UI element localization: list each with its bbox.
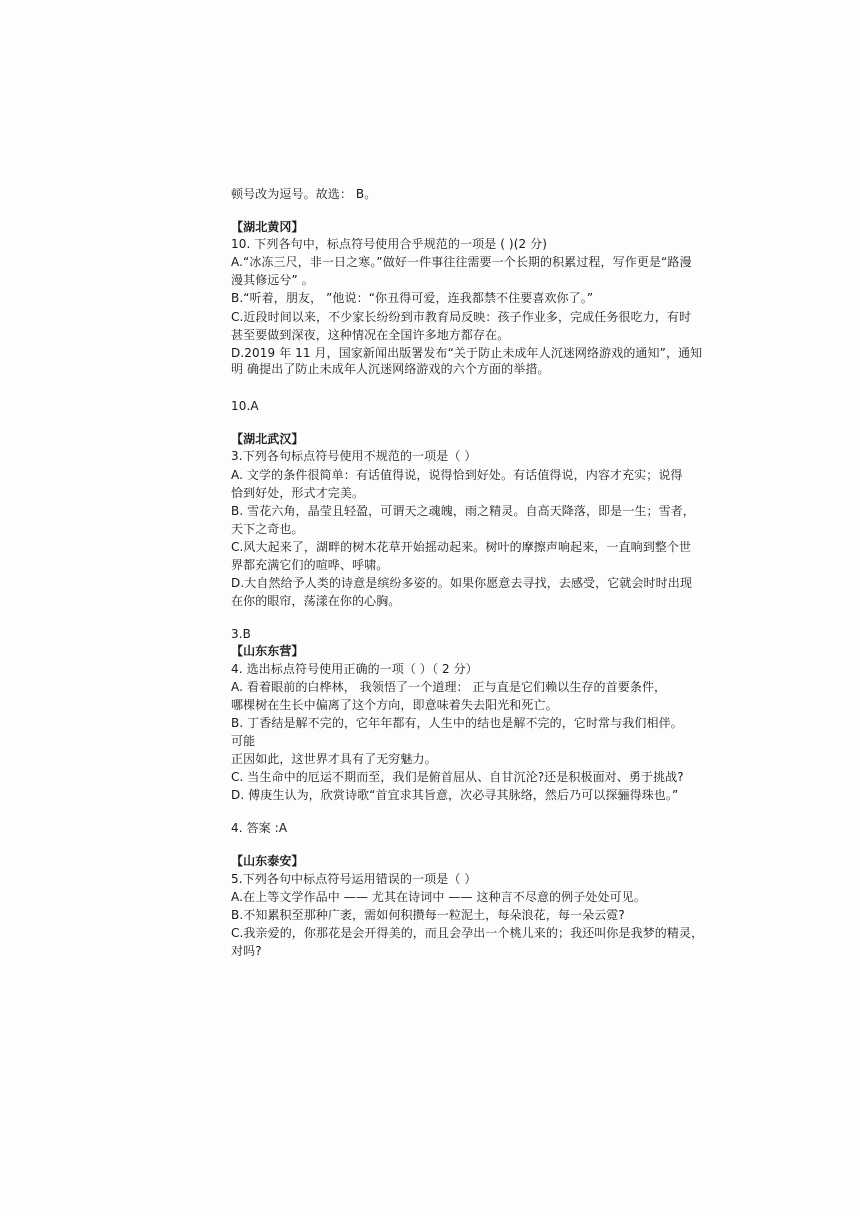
option-line: B. 丁香结是解不完的，它年年都有，人生中的结也是解不完的，它时常与我们相伴。 (231, 716, 683, 730)
option-line: B. 雪花六角，晶莹且轻盈，可谓天之魂魄，雨之精灵。自高天降落，即是一生；雪者， (231, 504, 695, 518)
option-line: D.2019 年 11 月，国家新闻出版署发布“关于防止未成年人沉迷网络游戏的通知”，通知明 确提出了防止未成年人沉迷网络游戏的六个方面的举措。 (231, 346, 703, 376)
option-line: A. 文学的条件很简单：有话值得说，说得恰到好处。有话值得说，内容才充实；说得 (231, 468, 683, 482)
answer-line: 3.B (231, 627, 251, 641)
option-line: A.“冰冻三尺，非一日之寒。”做好一件事往往需要一个长期的积累过程，写作更是“路漫 (231, 255, 692, 269)
section-heading: 【山东泰安】 (231, 854, 304, 868)
option-line: D.大自然给予人类的诗意是缤纷多姿的。如果你愿意去寻找，去感受，它就会时时出现 (231, 576, 692, 590)
option-line: C.风大起来了，湖畔的树木花草开始摇动起来。树叶的摩擦声响起来，一直响到整个世 (231, 540, 692, 554)
option-line: A.在上等文学作品中 —— 尤其在诗词中 —— 这种言不尽意的例子处处可见。 (231, 890, 646, 904)
option-line: 界都充满它们的喧哗、呼啸。 (231, 558, 389, 572)
section-heading: 【湖北黄冈】 (231, 220, 304, 234)
answer-line: 4. 答案 :A (231, 821, 288, 835)
option-line: 天下之奇也。 (231, 522, 304, 536)
section-heading: 【湖北武汉】 (231, 432, 304, 446)
option-line: 漫其修远兮” 。 (231, 273, 314, 287)
question-stem: 3.下列各句标点符号使用不规范的一项是（ ） (231, 449, 477, 463)
answer-line: 10.A (231, 399, 259, 413)
text-line: 顿号改为逗号。故选： B。 (231, 187, 377, 201)
option-line: C.近段时间以来，不少家长纷纷到市教育局反映：孩子作业多，完成任务很吃力，有时 (231, 310, 692, 324)
option-line: 恰到好处，形式才完美。 (231, 486, 365, 500)
question-stem: 5.下列各句中标点符号运用错误的一项是（ ） (231, 872, 477, 886)
option-line: 甚至要做到深夜，这种情况在全国许多地方都存在。 (231, 328, 510, 342)
question-stem: 4. 选出标点符号使用正确的一项（ ）（ 2 分） (231, 662, 478, 676)
option-line: A. 看着眼前的白桦林， 我领悟了一个道理： 正与直是它们赖以生存的首要条件， (231, 680, 667, 694)
option-line: 正因如此，这世界才具有了无穷魅力。 (231, 752, 437, 766)
option-line: 在你的眼帘，荡漾在你的心胸。 (231, 594, 401, 608)
option-line: 对吗? (231, 944, 262, 958)
option-line: C. 当生命中的厄运不期而至，我们是俯首屈从、自甘沉沦?还是积极面对、勇于挑战? (231, 770, 684, 784)
option-line: 哪棵树在生长中偏离了这个方向，即意味着失去阳光和死亡。 (231, 698, 558, 712)
question-stem: 10. 下列各句中，标点符号使用合乎规范的一项是 ( )(2 分) (231, 237, 548, 251)
option-line: B.“听着，朋友， ”他说：“你丑得可爱，连我都禁不住要喜欢你了。” (231, 291, 594, 305)
option-line: B.不知累积至那种广袤，需如何积攒每一粒泥土，每朵浪花，每一朵云霓? (231, 908, 625, 922)
option-line: C.我亲爱的，你那花是会开得美的，而且会孕出一个桃儿来的；我还叫你是我梦的精灵， (231, 926, 704, 940)
option-line: 可能 (231, 734, 256, 748)
section-heading: 【山东东营】 (231, 644, 304, 658)
option-line: D. 傅庚生认为，欣赏诗歌“首宜求其旨意，次必寻其脉络，然后乃可以探骊得珠也。” (231, 788, 679, 802)
